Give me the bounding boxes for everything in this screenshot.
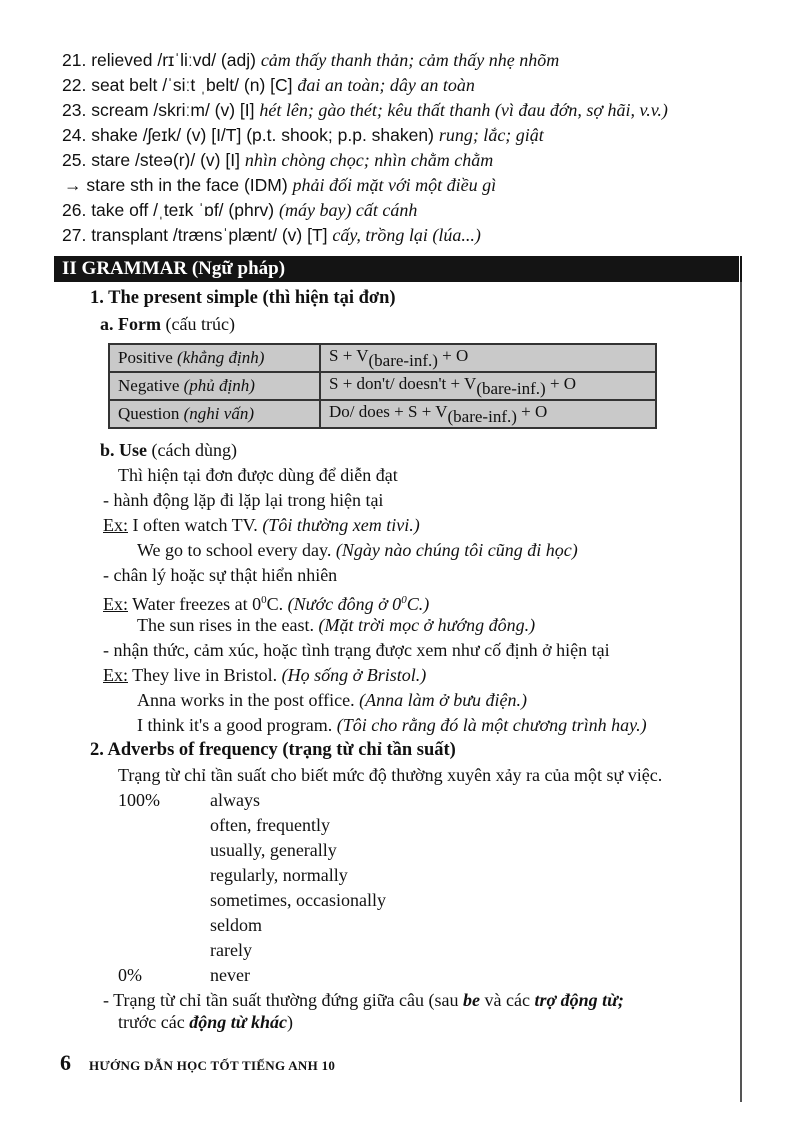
adverb-item: rarely: [210, 940, 252, 960]
table-row: [109, 400, 656, 428]
vocabulary-list: [62, 48, 762, 248]
adverbs-heading: 2. Adverbs of frequency (trạng từ chỉ tần suất): [90, 740, 456, 760]
margin-rule: [740, 282, 742, 1102]
adverb-item: often, frequently: [210, 815, 330, 835]
banner-edge: [740, 256, 742, 282]
example-line: The sun rises in the east. (Mặt trời mọc ở hướng đông.): [137, 615, 536, 635]
adverb-item: usually, generally: [210, 840, 337, 860]
example-line: Anna works in the post office. (Anna làm ở bưu điện.): [137, 690, 528, 710]
position-note-cont: trước các động từ khác): [118, 1012, 294, 1032]
vocab-item-23: 23. scream /skriːm/ (v) [I] hét lên; gào thét; kêu thất thanh (vì đau đớn, sợ hãi, v.v.): [62, 100, 668, 120]
use-point-1: - hành động lặp đi lặp lại trong hiện tại: [103, 490, 384, 510]
example-line: We go to school every day. (Ngày nào chúng tôi cũng đi học): [137, 540, 578, 560]
vocab-item-22: 22. seat belt /ˈsiːt ˌbelt/ (n) [C] đai an toàn; dây an toàn: [62, 75, 475, 95]
vocab-item-27: 27. transplant /trænsˈplænt/ (v) [T] cấy, trồng lại (lúa...): [62, 225, 481, 245]
vocab-item-25: 25. stare /steə(r)/ (v) [I] nhìn chòng chọc; nhìn chằm chằm: [62, 150, 494, 170]
example-line: I think it's a good program. (Tôi cho rằng đó là một chương trình hay.): [137, 715, 647, 735]
form-table: [108, 343, 657, 429]
adverb-item: never: [210, 965, 250, 985]
example-line: Ex: They live in Bristol. (Họ sống ở Bristol.): [103, 665, 427, 685]
adverbs-intro: Trạng từ chỉ tần suất cho biết mức độ thường xuyên xảy ra của một sự việc.: [118, 765, 663, 785]
vocab-item-26: 26. take off /ˌteɪk ˈɒf/ (phrv) (máy bay) cất cánh: [62, 200, 418, 220]
table-row: [109, 344, 656, 372]
adverb-item: sometimes, occasionally: [210, 890, 386, 910]
percent-bottom: 0%: [118, 965, 142, 985]
use-point-3: - nhận thức, cảm xúc, hoặc tình trạng được xem như cố định ở hiện tại: [103, 640, 610, 660]
row-label: Positive (khẳng định): [109, 344, 320, 372]
percent-top: 100%: [118, 790, 160, 810]
page-number: 6: [60, 1050, 71, 1075]
adverb-item: seldom: [210, 915, 262, 935]
vocab-item-21: 21. relieved /rɪˈliːvd/ (adj) cảm thấy thanh thản; cảm thấy nhẹ nhõm: [62, 50, 560, 70]
use-intro: Thì hiện tại đơn được dùng để diễn đạt: [118, 465, 398, 485]
row-label: Negative (phủ định): [109, 372, 320, 400]
use-subheading: b. Use (cách dùng): [100, 440, 237, 460]
section-banner: II GRAMMAR (Ngữ pháp): [54, 256, 739, 282]
use-point-2: - chân lý hoặc sự thật hiển nhiên: [103, 565, 338, 585]
row-label: Question (nghi vấn): [109, 400, 320, 428]
example-line: Ex: Water freezes at $0^0C$. (Nước đông ở $0^0C$.): [103, 594, 430, 614]
page-footer: [60, 1050, 335, 1076]
book-title: HƯỚNG DẪN HỌC TỐT TIẾNG ANH 10: [89, 1058, 336, 1073]
form-subheading: a. Form (cấu trúc): [100, 314, 235, 334]
adverb-item: regularly, normally: [210, 865, 348, 885]
vocab-idiom: → stare sth in the face (IDM) phải đối mặt với một điều gì: [64, 175, 497, 195]
row-formula: S + don't/ doesn't + $V_{(bare-inf.)} + O$: [320, 372, 656, 400]
example-line: Ex: I often watch TV. (Tôi thường xem tivi.): [103, 515, 420, 535]
row-formula: Do/ does + $S + V_{(bare-inf.)} + O$: [320, 400, 656, 428]
row-formula: $S + V_{(bare-inf.)} + O$: [320, 344, 656, 372]
vocab-item-24: 24. shake /ʃeɪk/ (v) [I/T] (p.t. shook; p.p. shaken) rung; lắc; giật: [62, 125, 544, 145]
table-row: [109, 372, 656, 400]
position-note: - Trạng từ chỉ tần suất thường đứng giữa câu (sau be và các trợ động từ;: [103, 990, 624, 1010]
adverb-item: always: [210, 790, 260, 810]
present-simple-heading: 1. The present simple (thì hiện tại đơn): [90, 288, 396, 308]
